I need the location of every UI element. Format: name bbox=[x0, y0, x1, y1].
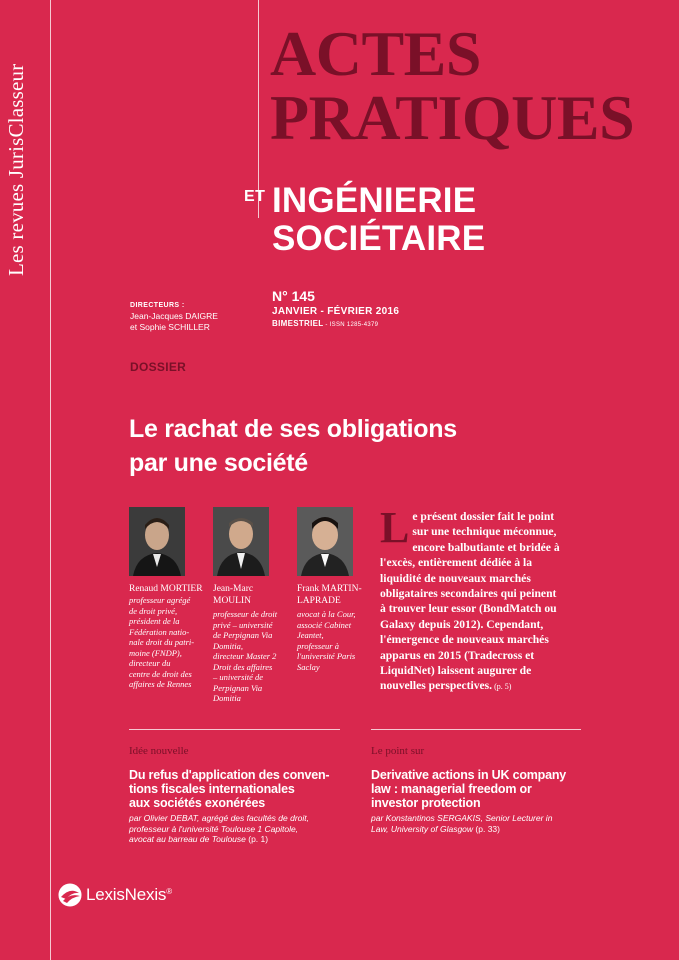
author-affiliation-line: l'université Paris bbox=[297, 651, 356, 661]
article-title-line: law : managerial freedom or bbox=[371, 782, 532, 796]
author-name: Renaud MORTIER bbox=[129, 584, 203, 594]
article-title-line: Du refus d'application des conven- bbox=[129, 768, 330, 782]
dossier-intro bbox=[380, 503, 580, 695]
sidebar-divider bbox=[50, 0, 51, 960]
intro-line: LiquidNet) laissent augurer de bbox=[380, 664, 532, 678]
author-affiliation bbox=[129, 595, 211, 690]
author-affiliation-line: professeur agrégé bbox=[129, 595, 191, 605]
author-affiliation-line: Jeantet, bbox=[297, 630, 324, 640]
author-photo-moulin bbox=[213, 507, 269, 576]
intro-line: encore balbutiante et bridée à bbox=[412, 540, 560, 554]
author-photo-martin-laprade bbox=[297, 507, 353, 576]
dossier-title-line-1: Le rachat de ses obligations bbox=[129, 415, 457, 443]
article-byline-line: Law, University of Glasgow bbox=[371, 823, 474, 834]
author-affiliation-line: Droit des affaires bbox=[213, 661, 273, 672]
author-affiliation-line: Domitia bbox=[213, 693, 241, 703]
article-byline-line: professeur à l'université Toulouse 1 Capitole, bbox=[129, 823, 299, 834]
author-affiliation-line: directeur du bbox=[129, 658, 171, 668]
intro-line: apparus en 2015 (Tradecross et bbox=[380, 648, 535, 662]
article-title bbox=[129, 768, 359, 810]
masthead-subtitle-line-1: INGÉNIERIE bbox=[272, 181, 477, 220]
author-affiliation-line: avocat à la Cour, bbox=[297, 609, 356, 619]
header-divider bbox=[258, 0, 259, 218]
lexisnexis-globe-icon bbox=[58, 883, 82, 907]
author-affiliation-line: professeur à bbox=[297, 640, 339, 651]
intro-dropcap: L bbox=[380, 503, 410, 552]
intro-line: sur une technique méconnue, bbox=[412, 525, 557, 539]
masthead-conjunction: ET bbox=[244, 188, 266, 205]
intro-line: obligataires secondaires qui peinent bbox=[380, 587, 557, 601]
intro-line: Galaxy depuis 2012). Cependant, bbox=[380, 617, 544, 631]
author-affiliation-line: Perpignan Via bbox=[213, 682, 263, 693]
issue-frequency-line bbox=[272, 319, 399, 328]
author-martin-laprade bbox=[297, 583, 379, 672]
intro-line: nouvelles perspectives. bbox=[380, 679, 493, 693]
masthead-title-line-1: ACTES bbox=[270, 18, 481, 89]
article-le-point-sur bbox=[371, 745, 586, 834]
section-divider-left bbox=[129, 729, 340, 730]
article-byline-last bbox=[129, 834, 359, 845]
article-byline-line: par Konstantinos SERGAKIS, Senior Lecturer in bbox=[371, 813, 553, 823]
directors-block bbox=[130, 302, 218, 333]
author-name: Frank MARTIN- bbox=[297, 584, 362, 594]
dossier-title-line-2: par une société bbox=[129, 449, 308, 477]
author-photo-mortier bbox=[129, 507, 185, 576]
article-title-line: investor protection bbox=[371, 796, 481, 810]
directors-label: DIRECTEURS : bbox=[130, 302, 185, 309]
masthead-subtitle-line-2: SOCIÉTAIRE bbox=[272, 219, 486, 258]
author-name: Jean-Marc bbox=[213, 584, 254, 594]
article-byline bbox=[129, 813, 359, 845]
intro-line: à trouver leur essor (BondMatch ou bbox=[380, 602, 557, 616]
intro-line: e présent dossier fait le point bbox=[412, 510, 555, 523]
author-affiliation-line: moine (FNDP), bbox=[129, 647, 182, 658]
intro-line: liquidité de nouveaux marchés bbox=[380, 571, 531, 585]
article-kicker: Le point sur bbox=[371, 745, 425, 757]
article-byline bbox=[371, 813, 586, 834]
dossier-title bbox=[129, 412, 569, 480]
collection-brand: Les revues JurisClasseur bbox=[4, 63, 28, 276]
article-byline-line: par Olivier DEBAT, agrégé des facultés de droit, bbox=[129, 813, 310, 823]
author-affiliation-line: professeur de droit bbox=[213, 609, 278, 619]
author-affiliation-line: privé – université bbox=[213, 619, 273, 630]
article-title bbox=[371, 768, 586, 810]
author-mortier bbox=[129, 583, 211, 690]
author-moulin bbox=[213, 583, 295, 704]
author-affiliation-line: associé Cabinet bbox=[297, 619, 352, 630]
article-idee-nouvelle bbox=[129, 745, 359, 845]
author-affiliation-line: Fédération natio- bbox=[129, 626, 190, 637]
author-affiliation-line: président de la bbox=[129, 616, 180, 626]
issue-frequency: BIMESTRIEL bbox=[272, 319, 324, 328]
article-title-line: aux sociétés exonérées bbox=[129, 796, 265, 810]
intro-last-line bbox=[380, 678, 580, 694]
article-byline-last bbox=[371, 824, 586, 835]
author-affiliation-line: Saclay bbox=[297, 661, 320, 672]
author-name: LAPRADE bbox=[297, 596, 341, 606]
author-affiliation-line: directeur Master 2 bbox=[213, 651, 277, 661]
issue-block bbox=[272, 288, 399, 328]
author-affiliation bbox=[213, 609, 295, 704]
author-affiliation-line: centre de droit des bbox=[129, 668, 192, 679]
author-name: MOULIN bbox=[213, 596, 251, 606]
article-page-ref: (p. 1) bbox=[245, 834, 269, 844]
intro-page-ref: (p. 5) bbox=[492, 682, 512, 692]
dossier-label: DOSSIER bbox=[130, 360, 187, 374]
author-affiliation-line: – université de bbox=[213, 672, 264, 682]
intro-line: l'émergence de nouveaux marchés bbox=[380, 633, 549, 647]
directors-name-1: Jean-Jacques DAIGRE bbox=[130, 311, 218, 321]
author-affiliation-line: de Perpignan Via bbox=[213, 630, 273, 640]
article-byline-line: avocat au barreau de Toulouse bbox=[129, 834, 246, 844]
intro-line: l'excès, entièrement dédiée à la bbox=[380, 556, 533, 570]
article-kicker: Idée nouvelle bbox=[129, 745, 189, 757]
author-affiliation-line: affaires de Rennes bbox=[129, 679, 192, 689]
section-divider-right bbox=[371, 729, 581, 730]
issue-date: JANVIER - FÉVRIER 2016 bbox=[272, 306, 400, 317]
author-affiliation bbox=[297, 609, 379, 672]
issue-number: N° 145 bbox=[272, 288, 315, 304]
issue-issn: - ISSN 1285-4379 bbox=[323, 322, 379, 328]
author-affiliation-line: Domitia, bbox=[213, 640, 243, 651]
author-affiliation-line: nale droit du patri- bbox=[129, 637, 195, 647]
article-title-line: tions fiscales internationales bbox=[129, 782, 295, 796]
directors-name-2: et Sophie SCHILLER bbox=[130, 322, 210, 332]
masthead-title-line-2: PRATIQUES bbox=[270, 82, 635, 153]
author-affiliation-line: de droit privé, bbox=[129, 605, 178, 616]
publisher-registered-mark: ® bbox=[166, 886, 173, 896]
publisher-logo bbox=[58, 883, 172, 907]
article-page-ref: (p. 33) bbox=[473, 823, 500, 834]
article-title-line: Derivative actions in UK company bbox=[371, 768, 567, 782]
publisher-name: LexisNexis bbox=[86, 885, 167, 904]
